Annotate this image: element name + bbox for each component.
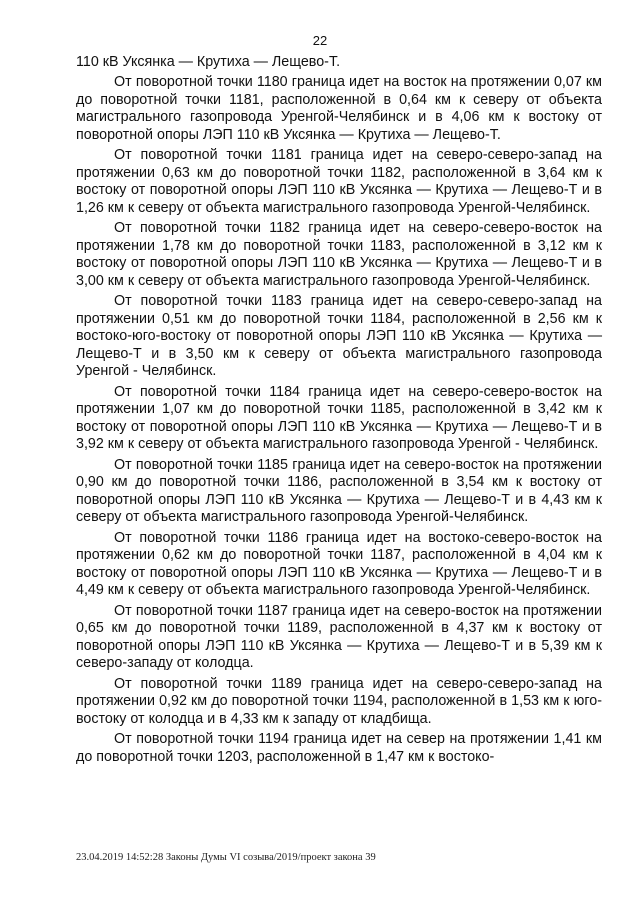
document-body	[76, 54, 602, 769]
paragraph-continuation: 110 кВ Уксянка — Крутиха — Лещево-Т.	[76, 54, 341, 70]
paragraph-point-1185: От поворотной точки 1185 граница идет на северо-восток на протяжении 0,90 км до поворотной точки 1186, расположенной в 3,54 км к востоку от поворотной опоры ЛЭП 110 кВ Уксянка — Крутиха — Лещево-Т и в 4,43 км к северу от объекта магистрального газопровода Уренгой-Челябинск.	[76, 456, 602, 526]
paragraph-point-1186: От поворотной точки 1186 граница идет на востоко-северо-восток на протяжении 0,62 км до поворотной точки 1187, расположенной в 4,04 км к востоку от поворотной опоры ЛЭП 110 кВ Уксянка — Крутиха — Лещево-Т и в 4,49 км к северу от объекта магистрального газопровода Уренгой-Челябинск.	[76, 529, 602, 599]
paragraph-point-1187: От поворотной точки 1187 граница идет на северо-восток на протяжении 0,65 км до поворотной точки 1189, расположенной в 4,37 км к востоку от поворотной опоры ЛЭП 110 кВ Уксянка — Крутиха — Лещево-Т и в 5,39 км к северо-западу от колодца.	[76, 602, 602, 672]
paragraph-point-1183: От поворотной точки 1183 граница идет на северо-северо-запад на протяжении 0,51 км до поворотной точки 1184, расположенной в 2,56 км к востоко-юго-востоку от поворотной опоры ЛЭП 110 кВ Уксянка — Крутиха — Лещево-Т и в 3,50 км к северу от объекта магистрального газопровода Уренгой - Челябинск.	[76, 293, 602, 380]
page-number: 22	[312, 33, 328, 48]
paragraph-point-1182: От поворотной точки 1182 граница идет на северо-северо-восток на протяжении 1,78 км до поворотной точки 1183, расположенной в 3,12 км к востоку от поворотной опоры ЛЭП 110 кВ Уксянка — Крутиха — Лещево-Т и в 3,00 км к северу от объекта магистрального газопровода Уренгой-Челябинск.	[76, 220, 602, 289]
paragraph-point-1184: От поворотной точки 1184 граница идет на северо-северо-восток на протяжении 1,07 км до поворотной точки 1185, расположенной в 3,42 км к востоку от поворотной опоры ЛЭП 110 кВ Уксянка — Крутиха — Лещево-Т и в 3,92 км к северу от объекта магистрального газопровода Уренгой - Челябинск.	[76, 383, 602, 453]
paragraph-point-1180: От поворотной точки 1180 граница идет на восток на протяжении 0,07 км до поворотной точки 1181, расположенной в 0,64 км к северу от объекта магистрального газопровода Уренгой-Челябинск и в 4,06 км к востоку от поворотной опоры ЛЭП 110 кВ Уксянка — Крутиха — Лещево-Т.	[76, 74, 602, 143]
paragraph-point-1189: От поворотной точки 1189 граница идет на северо-северо-запад на протяжении 0,92 км до поворотной точки 1194, расположенной в 1,53 км к юго-востоку от колодца и в 4,33 км к западу от кладбища.	[76, 675, 602, 727]
paragraph-point-1194: От поворотной точки 1194 граница идет на север на протяжении 1,41 км до поворотной точки 1203, расположенной в 1,47 км к востоко-	[76, 730, 602, 765]
paragraph-point-1181: От поворотной точки 1181 граница идет на северо-северо-запад на протяжении 0,63 км до поворотной точки 1182, расположенной в 3,64 км к востоку от поворотной опоры ЛЭП 110 кВ Уксянка — Крутиха — Лещево-Т и в 1,26 км к северу от объекта магистрального газопровода Уренгой-Челябинск.	[76, 147, 602, 216]
document-footer: 23.04.2019 14:52:28 Законы Думы VI созыва/2019/проект закона 39	[76, 852, 376, 863]
